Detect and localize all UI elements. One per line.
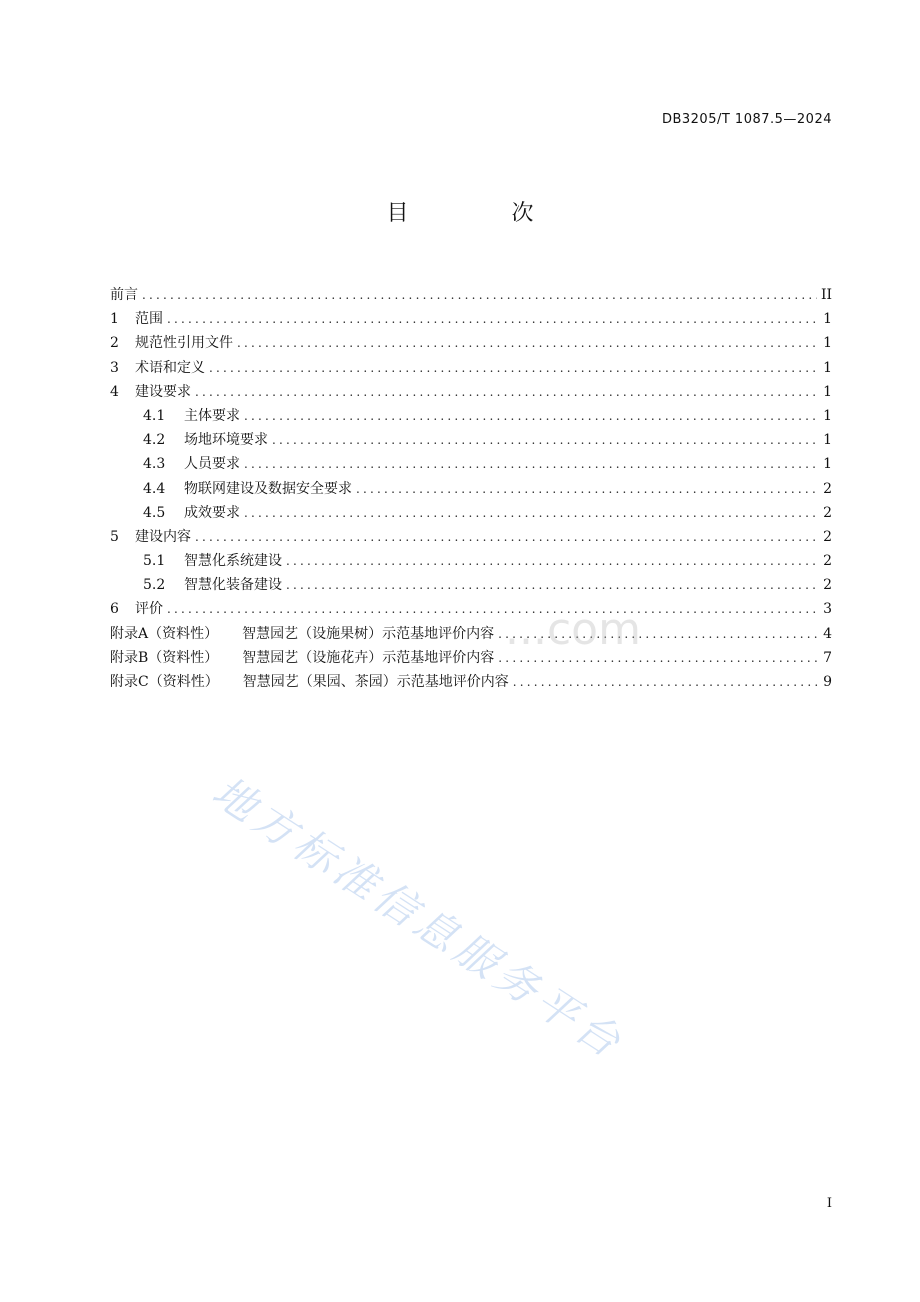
toc-entry-number: 4 [110, 383, 119, 400]
toc-entry[interactable] [110, 332, 832, 356]
document-number: DB3205/T 1087.5—2024 [661, 112, 832, 127]
toc-leader-dots [195, 385, 819, 399]
appendix-prefix: 附录A（资料性） [110, 625, 219, 642]
toc-leader-dots [195, 530, 819, 544]
toc-entry-number: 5.1 [143, 553, 166, 570]
toc-entry-label: 评价 [135, 601, 163, 618]
toc-leader-dots [356, 482, 819, 496]
toc-entry[interactable] [110, 308, 832, 332]
toc-entry-page: 9 [823, 674, 832, 690]
toc-entry-label: 成效要求 [184, 504, 240, 521]
toc-leader-dots [286, 578, 819, 592]
toc-entry-number: 5 [110, 528, 119, 545]
toc-subentry[interactable] [110, 502, 832, 526]
watermark-text: 地方标准信息服务平台 [203, 766, 634, 1070]
appendix-prefix: 附录C（资料性） [110, 674, 219, 690]
toc-entry-page: 7 [823, 649, 832, 666]
toc-entry-label: 智慧化系统建设 [184, 553, 282, 570]
toc-subentry[interactable] [110, 574, 832, 598]
toc-entry-number: 4.4 [143, 480, 166, 497]
toc-entry-page: 1 [823, 311, 832, 328]
toc-entry-page: II [820, 287, 832, 303]
toc-leader-dots [209, 361, 819, 375]
appendix-label: 智慧园艺（设施花卉）示范基地评价内容 [242, 649, 495, 666]
toc-leader-dots [244, 409, 819, 423]
toc-entry[interactable] [110, 357, 832, 381]
toc-entry-number: 4.2 [143, 432, 166, 449]
toc-entry-page: 4 [823, 625, 832, 642]
toc-leader-dots [272, 433, 819, 447]
toc-entry-page: 2 [823, 504, 832, 521]
toc-entry-page: 1 [823, 456, 832, 473]
toc-leader-dots [237, 336, 819, 350]
toc-entry-page: 1 [823, 407, 832, 424]
toc-subentry[interactable] [110, 453, 832, 477]
toc-entry-number: 4.1 [143, 407, 166, 424]
toc-entry-page: 1 [823, 359, 832, 376]
toc-entry-label: 主体要求 [184, 407, 240, 424]
toc-leader-dots [142, 288, 817, 302]
toc-entry-label: 场地环境要求 [184, 432, 268, 449]
toc-entry-label: 规范性引用文件 [135, 335, 233, 352]
toc-entry-label: 术语和定义 [135, 359, 205, 376]
toc-leader-dots [286, 554, 819, 568]
toc-entry[interactable] [110, 284, 832, 308]
toc-leader-dots [167, 602, 819, 616]
table-of-contents [110, 284, 832, 695]
toc-subentry[interactable] [110, 429, 832, 453]
toc-entry-page: 2 [823, 553, 832, 570]
toc-title: 目 次 [386, 201, 582, 226]
toc-leader-dots [513, 675, 819, 689]
toc-entry-number: 6 [110, 601, 119, 618]
toc-entry-label: 物联网建设及数据安全要求 [184, 480, 352, 497]
toc-entry-number: 5.2 [143, 577, 166, 594]
toc-entry[interactable] [110, 526, 832, 550]
toc-leader-dots [244, 506, 819, 520]
toc-entry-number: 1 [110, 311, 119, 328]
page-number: I [826, 1196, 832, 1211]
toc-leader-dots [244, 457, 819, 471]
toc-entry-label: 前言 [110, 287, 138, 303]
toc-leader-dots [167, 312, 819, 326]
toc-entry-number: 3 [110, 359, 119, 376]
toc-appendix-entry[interactable] [110, 623, 832, 647]
toc-entry-number: 2 [110, 335, 119, 352]
toc-entry-number: 4.3 [143, 456, 166, 473]
toc-appendix-entry[interactable] [110, 671, 832, 695]
toc-entry-page: 2 [823, 528, 832, 545]
appendix-label: 智慧园艺（果园、茶园）示范基地评价内容 [242, 674, 509, 690]
toc-entry-label: 智慧化装备建设 [184, 577, 282, 594]
toc-entry-number: 4.5 [143, 504, 166, 521]
watermark-url: ...com [505, 604, 641, 655]
toc-entry-label: 建设内容 [135, 528, 191, 545]
toc-entry-label: 建设要求 [135, 383, 191, 400]
toc-entry[interactable] [110, 381, 832, 405]
toc-entry[interactable] [110, 598, 832, 622]
appendix-label: 智慧园艺（设施果树）示范基地评价内容 [242, 625, 495, 642]
toc-entry-page: 1 [823, 335, 832, 352]
toc-entry-page: 1 [823, 432, 832, 449]
toc-entry-page: 2 [823, 577, 832, 594]
toc-subentry[interactable] [110, 405, 832, 429]
toc-appendix-entry[interactable] [110, 647, 832, 671]
toc-entry-page: 2 [823, 480, 832, 497]
toc-entry-label: 范围 [135, 311, 163, 328]
toc-subentry[interactable] [110, 550, 832, 574]
toc-entry-label: 人员要求 [184, 456, 240, 473]
appendix-prefix: 附录B（资料性） [110, 649, 219, 666]
toc-entry-page: 1 [823, 383, 832, 400]
toc-entry-page: 3 [823, 601, 832, 618]
toc-subentry[interactable] [110, 478, 832, 502]
